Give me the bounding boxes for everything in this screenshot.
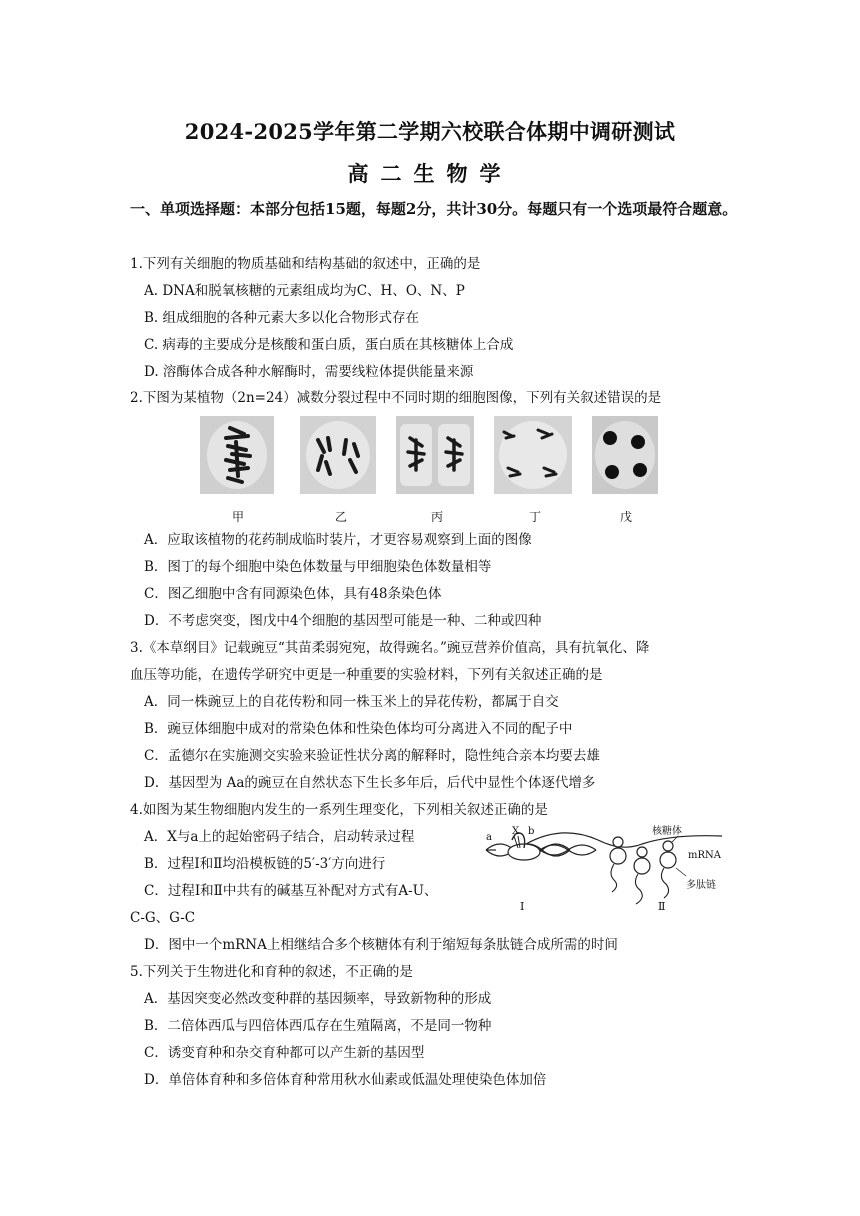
diagram-label-peptide: 多肽链 [686, 880, 716, 891]
question-2-option-a: A．应取该植物的花药制成临时装片，才更容易观察到上面的图像 [144, 532, 532, 548]
label-ding: 丁 [529, 510, 542, 524]
label-bing: 丙 [431, 510, 444, 524]
cell-image-ding [494, 416, 572, 524]
question-1-option-b: B. 组成细胞的各种元素大多以化合物形式存在 [144, 310, 420, 326]
question-5-stem: 5.下列关于生物进化和育种的叙述，不正确的是 [130, 964, 413, 980]
diagram-label-process-1: Ⅰ [520, 900, 525, 913]
exam-title: 2024-2025学年第二学期六校联合体期中调研测试 [184, 119, 676, 144]
diagram-label-b: b [528, 826, 535, 837]
question-4-option-b: B．过程Ⅰ和Ⅱ均沿模板链的5′-3′方向进行 [144, 856, 386, 872]
meiosis-figure [0, 414, 860, 524]
question-1-option-c: C. 病毒的主要成分是核酸和蛋白质，蛋白质在其核糖体上合成 [144, 337, 514, 353]
question-3-stem-line-2: 血压等功能，在遗传学研究中更是一种重要的实验材料，下列有关叙述正确的是 [130, 667, 603, 683]
question-4-option-d: D．图中一个mRNA上相继结合多个核糖体有利于缩短每条肽链合成所需的时间 [144, 937, 618, 953]
question-2-stem: 2.下图为某植物（2n=24）减数分裂过程中不同时期的细胞图像，下列有关叙述错误的是 [130, 390, 662, 406]
question-5-option-b: B．二倍体西瓜与四倍体西瓜存在生殖隔离，不是同一物种 [144, 1018, 492, 1034]
question-4-option-a: A．X与a上的起始密码子结合，启动转录过程 [144, 829, 415, 845]
question-2-option-c: C．图乙细胞中含有同源染色体，具有48条染色体 [144, 586, 442, 602]
question-1-option-d: D. 溶酶体合成各种水解酶时，需要线粒体提供能量来源 [144, 364, 474, 380]
exam-subtitle: 高二生物学 [347, 161, 513, 186]
question-1-stem: 1.下列有关细胞的物质基础和结构基础的叙述中，正确的是 [130, 256, 481, 272]
cell-image-wu [592, 416, 658, 524]
cell-image-jia [200, 416, 274, 524]
transcription-translation-diagram [482, 826, 732, 916]
question-4-option-c: C．过程Ⅰ和Ⅱ中共有的碱基互补配对方式有A-U、 [144, 883, 438, 899]
question-4-option-c-continued: C-G、G-C [130, 910, 196, 926]
diagram-label-mrna: mRNA [688, 850, 721, 861]
label-jia: 甲 [232, 510, 245, 524]
question-2-option-d: D．不考虑突变，图戊中4个细胞的基因型可能是一种、二种或四种 [144, 613, 542, 629]
question-3-stem-line-1: 3.《本草纲目》记载豌豆“其苗柔弱宛宛，故得豌名。”豌豆营养价值高，具有抗氧化、降 [130, 640, 650, 656]
question-1-option-a: A. DNA和脱氧核糖的元素组成均为C、H、O、N、P [144, 283, 465, 299]
cell-image-yi [300, 416, 376, 524]
diagram-label-x: X [512, 826, 520, 837]
question-5-option-c: C．诱变育种和杂交育种都可以产生新的基因型 [144, 1045, 425, 1061]
diagram-label-ribosome: 核糖体 [652, 826, 682, 837]
section-heading: 一、单项选择题：本部分包括15题，每题2分，共计30分。每题只有一个选项最符合题意。 [130, 200, 738, 218]
question-3-option-b: B．豌豆体细胞中成对的常染色体和性染色体均可分离进入不同的配子中 [144, 721, 573, 737]
question-5-option-d: D．单倍体育种和多倍体育种常用秋水仙素或低温处理使染色体加倍 [144, 1072, 547, 1088]
cell-image-bing [396, 416, 474, 524]
question-3-option-d: D．基因型为 Aa的豌豆在自然状态下生长多年后，后代中显性个体逐代增多 [144, 775, 596, 791]
question-4-stem: 4.如图为某生物细胞内发生的一系列生理变化，下列相关叙述正确的是 [130, 802, 548, 818]
question-2-option-b: B．图丁的每个细胞中染色体数量与甲细胞染色体数量相等 [144, 559, 492, 575]
label-wu: 戊 [620, 510, 633, 524]
diagram-label-a: a [486, 832, 492, 843]
question-3-option-a: A．同一株豌豆上的自花传粉和同一株玉米上的异花传粉，都属于自交 [144, 694, 559, 710]
question-5-option-a: A．基因突变必然改变种群的基因频率，导致新物种的形成 [144, 991, 492, 1007]
diagram-label-process-2: Ⅱ [658, 900, 666, 913]
question-3-option-c: C．孟德尔在实施测交实验来验证性状分离的解释时，隐性纯合亲本均要去雄 [144, 748, 600, 764]
label-yi: 乙 [335, 510, 348, 524]
